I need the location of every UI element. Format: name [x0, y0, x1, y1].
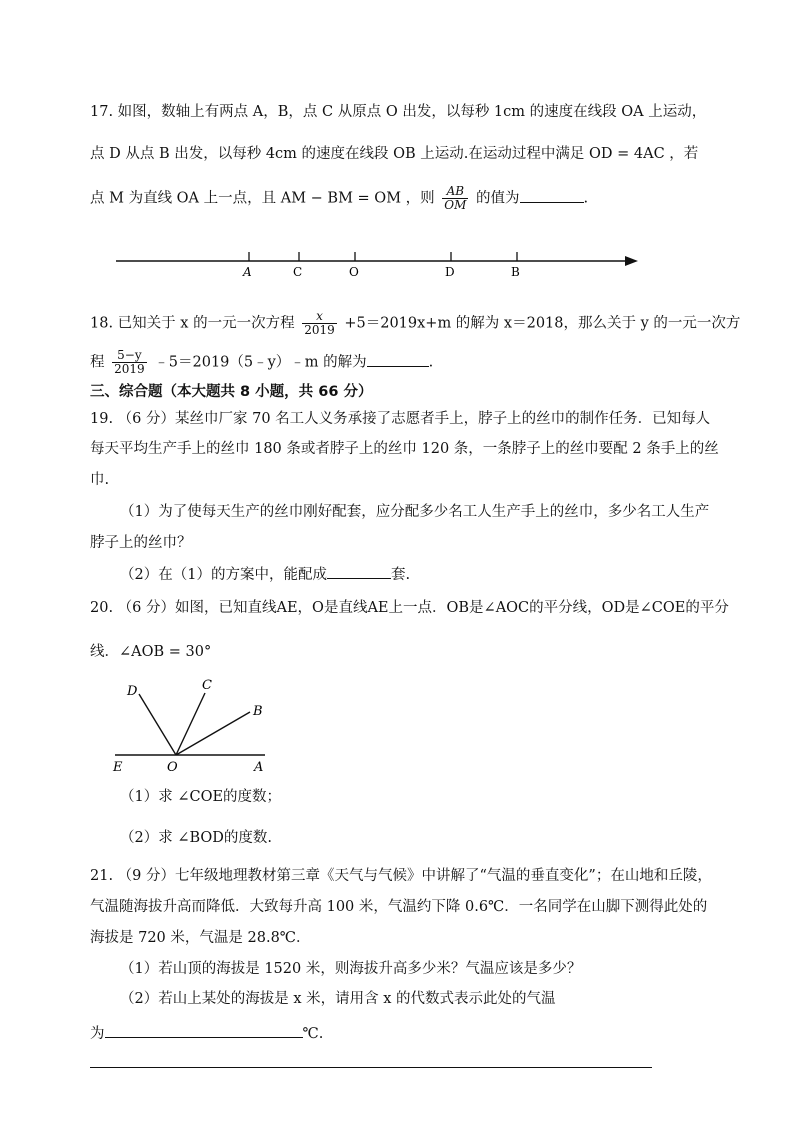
q18-line2-tail: ﹣5＝2019（5﹣y）﹣m 的解为: [154, 354, 367, 371]
axis-label-C: C: [293, 265, 303, 279]
q17-frac-num: AB: [442, 185, 468, 199]
q20-sub1: （1）求 ∠COE的度数；: [120, 789, 282, 805]
number-line-arrow-icon: [625, 256, 638, 266]
q21-line1: 21. （9 分）七年级地理教材第三章《天气与气候》中讲解了“气温的垂直变化”；在山地和丘陵，: [90, 868, 712, 884]
q18-fraction-2: [112, 349, 147, 376]
angle-figure: [105, 675, 275, 775]
q19-answer-blank[interactable]: [327, 563, 391, 579]
q18-fraction-1: [302, 310, 337, 337]
q17-line1: 17. 如图，数轴上有两点 A，B，点 C 从原点 O 出发，以每秒 1cm 的速度在线段 OA 上运动，: [90, 104, 707, 120]
ray-OD: [139, 694, 176, 755]
q17-fraction: [442, 185, 468, 212]
q21-sub2-cont: [90, 1022, 323, 1045]
q18-answer-blank[interactable]: [367, 351, 429, 367]
q19-line2: 每天平均生产手上的丝巾 180 条或者脖子上的丝巾 120 条，一条脖子上的丝巾要配 2 条手上的丝: [90, 441, 719, 457]
q19-sub2-tail: 套.: [390, 567, 411, 583]
q17-line3-end: .: [583, 190, 589, 207]
q21-sub1: （1）若山顶的海拔是 1520 米，则海拔升高多少米？气温应该是多少？: [120, 961, 582, 977]
q21-line3: 海拔是 720 米，气温是 28.8℃．: [90, 930, 311, 946]
q18-line2-end: .: [428, 354, 434, 371]
q17-line2: 点 D 从点 B 出发，以每秒 4cm 的速度在线段 OB 上运动.在运动过程中满足 OD = 4AC ，若: [90, 146, 699, 162]
q18-frac1-den: 2019: [304, 323, 335, 337]
q21-sub2: （2）若山上某处的海拔是 x 米，请用含 x 的代数式表示此处的气温: [120, 991, 556, 1007]
q20-line1: 20. （6 分）如图，已知直线AE，O是直线AE上一点．OB是∠AOC的平分线，OD是∠COE的平分: [90, 600, 729, 616]
q18-frac2-num: 5−y: [112, 349, 147, 363]
number-line-figure: [110, 245, 650, 281]
q19-sub2-text: （2）在（1）的方案中，能配成: [120, 567, 327, 583]
q21-line2: 气温随海拔升高而降低．大致每升高 100 米，气温约下降 0.6℃．一名同学在山脚下测得此处的: [90, 899, 708, 915]
q18-frac1-num: x: [302, 310, 337, 324]
q19-sub2: [120, 563, 410, 586]
q17-frac-den: OM: [444, 198, 467, 212]
fig-label-B: B: [253, 704, 263, 719]
q18-line1: [90, 310, 740, 337]
q17-line3-tail: 的值为: [476, 190, 520, 207]
fig-label-C: C: [202, 678, 212, 693]
q18-line2: [90, 349, 433, 376]
axis-label-A: A: [243, 265, 252, 279]
q21-sub2-cont-unit: ℃.: [302, 1026, 324, 1042]
q18-line1-tail: +5＝2019x+m 的解为 x＝2018，那么关于 y 的一元一次方: [344, 315, 741, 332]
q19-sub1-line1: （1）为了使每天生产的丝巾刚好配套，应分配多少名工人生产手上的丝巾，多少名工人生产: [120, 504, 710, 520]
axis-label-O: O: [349, 265, 359, 279]
q17-line3-text: 点 M 为直线 OA 上一点，且 AM − BM = OM ，则: [90, 190, 435, 207]
axis-label-B: B: [511, 265, 520, 279]
footer-rule: [90, 1067, 652, 1068]
q17-line3: [90, 185, 588, 212]
q18-frac2-den: 2019: [114, 362, 145, 376]
q21-sub2-cont-text: 为: [90, 1026, 105, 1042]
fig-label-E: E: [113, 760, 123, 775]
q18-line2-text: 程: [90, 354, 105, 371]
q17-answer-blank[interactable]: [520, 187, 584, 203]
fig-label-D: D: [127, 684, 138, 699]
fig-label-O: O: [167, 760, 178, 775]
q20-sub2: （2）求 ∠BOD的度数.: [120, 830, 273, 846]
section-3-title: 三、综合题（本大题共 8 小题，共 66 分）: [90, 384, 373, 400]
fig-label-A: A: [254, 760, 264, 775]
q20-line2: 线．∠AOB = 30°: [90, 644, 212, 660]
q18-line1-text: 18. 已知关于 x 的一元一次方程: [90, 315, 295, 332]
q19-line1: 19. （6 分）某丝巾厂家 70 名工人义务承接了志愿者手上，脖子上的丝巾的制作任务．已知每人: [90, 411, 711, 427]
axis-label-D: D: [445, 265, 455, 279]
ray-OC: [176, 693, 205, 755]
q19-line3: 巾.: [90, 472, 110, 488]
q21-answer-blank[interactable]: [105, 1022, 303, 1038]
ray-OB: [176, 712, 250, 755]
q19-sub1-line2: 脖子上的丝巾？: [90, 535, 192, 551]
